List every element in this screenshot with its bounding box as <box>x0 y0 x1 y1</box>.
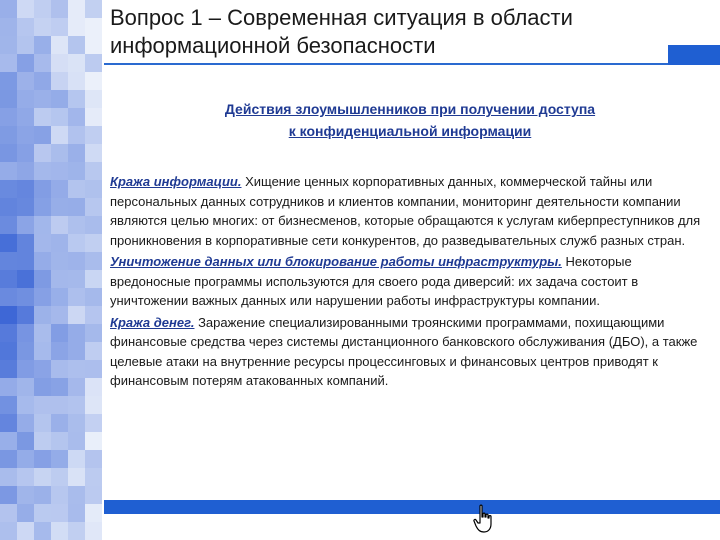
mosaic-tile <box>85 342 102 360</box>
mosaic-tile <box>51 360 68 378</box>
mosaic-tile <box>68 288 85 306</box>
mosaic-tile <box>34 504 51 522</box>
mosaic-tile <box>85 180 102 198</box>
mosaic-tile <box>51 468 68 486</box>
mosaic-tile <box>34 198 51 216</box>
mosaic-tile <box>17 108 34 126</box>
mosaic-tile <box>51 414 68 432</box>
mosaic-tile <box>51 342 68 360</box>
mosaic-tile <box>85 486 102 504</box>
mosaic-tile <box>0 90 17 108</box>
paragraph-text: Заражение специализированными троянскими программами, похищающими финансовые средства через системы дистанционного банковского обслуживания (ДБО), а также целевые атаки на внутренние ресурсы процессинговых и финансовых центров приводят к финансовым потерям атакованных компаний. <box>110 314 698 388</box>
mosaic-tile <box>85 90 102 108</box>
mosaic-tile <box>17 18 34 36</box>
mosaic-tile <box>85 36 102 54</box>
mosaic-tile <box>51 108 68 126</box>
mosaic-tile <box>34 396 51 414</box>
mosaic-tile <box>34 414 51 432</box>
mosaic-tile <box>34 342 51 360</box>
title-accent-box <box>668 45 720 65</box>
mosaic-tile <box>85 414 102 432</box>
mosaic-tile <box>51 450 68 468</box>
mosaic-tile <box>85 288 102 306</box>
mosaic-tile <box>17 306 34 324</box>
mosaic-tile <box>0 468 17 486</box>
mosaic-tile <box>34 450 51 468</box>
mosaic-tile <box>68 342 85 360</box>
mosaic-tile <box>51 198 68 216</box>
mosaic-tile <box>51 72 68 90</box>
mosaic-tile <box>34 432 51 450</box>
mosaic-tile <box>17 54 34 72</box>
mosaic-tile <box>0 342 17 360</box>
mosaic-tile <box>17 360 34 378</box>
mosaic-tile <box>17 432 34 450</box>
mosaic-tile <box>85 216 102 234</box>
mosaic-tile <box>34 324 51 342</box>
paragraph-lead: Кража информации. <box>110 174 242 189</box>
mosaic-tile <box>17 126 34 144</box>
mosaic-tile <box>68 324 85 342</box>
mosaic-tile <box>0 288 17 306</box>
slide-subtitle <box>110 98 710 142</box>
mosaic-tile <box>17 72 34 90</box>
mosaic-tile <box>85 450 102 468</box>
mosaic-tile <box>0 486 17 504</box>
mosaic-tile <box>0 324 17 342</box>
mosaic-tile <box>85 18 102 36</box>
mosaic-tile <box>34 270 51 288</box>
mosaic-tile <box>68 126 85 144</box>
mosaic-tile <box>68 504 85 522</box>
mosaic-tile <box>51 324 68 342</box>
mosaic-tile <box>0 306 17 324</box>
mosaic-tile <box>17 216 34 234</box>
mosaic-tile <box>68 468 85 486</box>
mosaic-tile <box>17 162 34 180</box>
paragraph-text: Хищение ценных корпоративных данных, коммерческой тайны или персональных данных сотрудников и клиентов компании, мониторинг деятельности компании являются целью многих: от бизнесменов, которые обращаются к услугам киберпреступников для проникновения в корпоративные сети конкурентов, до разведывательных служб разных стран. <box>110 174 701 248</box>
mosaic-tile <box>68 216 85 234</box>
mosaic-tile <box>51 504 68 522</box>
mosaic-tile <box>68 90 85 108</box>
mosaic-tile <box>0 126 17 144</box>
title-divider <box>104 63 668 65</box>
mosaic-tile <box>68 18 85 36</box>
mosaic-tile <box>17 36 34 54</box>
mosaic-tile <box>34 252 51 270</box>
subtitle-line-1: Действия злоумышленников при получении доступа <box>224 101 596 117</box>
mosaic-tile <box>34 72 51 90</box>
mosaic-tile <box>34 378 51 396</box>
mosaic-tile <box>0 234 17 252</box>
mosaic-tile <box>0 360 17 378</box>
mosaic-tile <box>85 396 102 414</box>
mosaic-tile <box>0 450 17 468</box>
mosaic-tile <box>34 306 51 324</box>
mosaic-tile <box>51 306 68 324</box>
mosaic-tile <box>34 234 51 252</box>
mosaic-tile <box>0 108 17 126</box>
mosaic-tile <box>68 108 85 126</box>
mosaic-tile <box>0 18 17 36</box>
mosaic-tile <box>0 180 17 198</box>
mosaic-tile <box>0 270 17 288</box>
mosaic-tile <box>85 360 102 378</box>
mosaic-tile <box>0 216 17 234</box>
mosaic-tile <box>0 144 17 162</box>
mosaic-tile <box>51 252 68 270</box>
mosaic-tile <box>51 396 68 414</box>
decorative-mosaic-panel <box>0 0 102 540</box>
mosaic-tile <box>17 234 34 252</box>
mosaic-tile <box>68 414 85 432</box>
mosaic-tile <box>51 432 68 450</box>
mosaic-tile <box>85 54 102 72</box>
mosaic-tile <box>68 360 85 378</box>
mosaic-tile <box>51 36 68 54</box>
slide-title: Вопрос 1 – Современная ситуация в области информационной безопасности <box>110 5 573 58</box>
mosaic-tile <box>0 162 17 180</box>
mosaic-tile <box>68 180 85 198</box>
mosaic-tile <box>85 108 102 126</box>
mosaic-tile <box>34 108 51 126</box>
mosaic-tile <box>0 504 17 522</box>
mosaic-tile <box>51 288 68 306</box>
mosaic-tile <box>34 36 51 54</box>
mosaic-tile <box>68 486 85 504</box>
mosaic-tile <box>68 432 85 450</box>
mosaic-tile <box>51 0 68 18</box>
mosaic-tile <box>85 252 102 270</box>
mosaic-tile <box>51 126 68 144</box>
mosaic-tile <box>34 162 51 180</box>
mosaic-tile <box>51 162 68 180</box>
mosaic-tile <box>17 324 34 342</box>
mosaic-tile <box>0 396 17 414</box>
mosaic-tile <box>68 0 85 18</box>
mosaic-tile <box>51 234 68 252</box>
mosaic-tile <box>17 378 34 396</box>
mosaic-tile <box>85 432 102 450</box>
mosaic-tile <box>85 144 102 162</box>
mosaic-tile <box>34 0 51 18</box>
mosaic-tile <box>68 54 85 72</box>
mosaic-tile <box>17 522 34 540</box>
mosaic-tile <box>51 90 68 108</box>
mosaic-tile <box>0 36 17 54</box>
mosaic-tile <box>85 162 102 180</box>
mosaic-tile <box>0 252 17 270</box>
mosaic-tile <box>34 216 51 234</box>
slide-body <box>110 172 714 393</box>
mosaic-tile <box>85 504 102 522</box>
paragraph-theft-money <box>110 313 714 391</box>
paragraph-theft-info <box>110 172 714 250</box>
mosaic-tile <box>68 252 85 270</box>
mosaic-tile <box>85 72 102 90</box>
mosaic-tile <box>0 0 17 18</box>
mosaic-tile <box>68 522 85 540</box>
subtitle-line-2: к конфиденциальной информации <box>288 123 532 139</box>
mosaic-tile <box>0 414 17 432</box>
mosaic-tile <box>34 288 51 306</box>
mosaic-tile <box>51 378 68 396</box>
mosaic-tile <box>17 504 34 522</box>
mosaic-tile <box>85 126 102 144</box>
mosaic-tile <box>34 18 51 36</box>
mosaic-tile <box>0 72 17 90</box>
mosaic-tile <box>34 468 51 486</box>
mosaic-tile <box>17 0 34 18</box>
mosaic-tile <box>68 162 85 180</box>
mosaic-tile <box>34 90 51 108</box>
mosaic-tile <box>51 522 68 540</box>
footer-bar <box>104 500 720 514</box>
mosaic-tile <box>85 0 102 18</box>
mosaic-tile <box>68 72 85 90</box>
mosaic-tile <box>68 450 85 468</box>
mosaic-tile <box>17 450 34 468</box>
mosaic-tile <box>17 342 34 360</box>
mosaic-tile <box>17 414 34 432</box>
mosaic-tile <box>17 288 34 306</box>
mosaic-tile <box>85 306 102 324</box>
mosaic-tile <box>51 180 68 198</box>
paragraph-lead: Уничтожение данных или блокирование работы инфраструктуры. <box>110 254 562 269</box>
mosaic-tile <box>85 468 102 486</box>
mosaic-tile <box>68 234 85 252</box>
mosaic-tile <box>17 270 34 288</box>
mosaic-tile <box>51 54 68 72</box>
mosaic-tile <box>0 198 17 216</box>
mosaic-tile <box>17 198 34 216</box>
mosaic-tile <box>17 486 34 504</box>
mosaic-tile <box>0 378 17 396</box>
mosaic-tile <box>85 198 102 216</box>
mosaic-tile <box>0 432 17 450</box>
mosaic-tile <box>17 252 34 270</box>
mosaic-tile <box>68 396 85 414</box>
mosaic-tile <box>0 522 17 540</box>
hand-pointer-icon <box>472 504 496 534</box>
mosaic-tile <box>68 144 85 162</box>
mosaic-tile <box>85 324 102 342</box>
mosaic-tile <box>85 378 102 396</box>
mosaic-tile <box>51 270 68 288</box>
mosaic-tile <box>68 306 85 324</box>
mosaic-tile <box>0 54 17 72</box>
mosaic-tile <box>51 18 68 36</box>
mosaic-tile <box>68 378 85 396</box>
paragraph-lead: Кража денег. <box>110 314 195 330</box>
mosaic-tile <box>34 180 51 198</box>
mosaic-tile <box>51 216 68 234</box>
mosaic-tile <box>17 468 34 486</box>
mosaic-tile <box>34 54 51 72</box>
mosaic-tile <box>85 522 102 540</box>
mosaic-tile <box>85 270 102 288</box>
mosaic-tile <box>34 522 51 540</box>
mosaic-tile <box>17 180 34 198</box>
mosaic-tile <box>68 36 85 54</box>
mosaic-tile <box>17 90 34 108</box>
mosaic-tile <box>68 270 85 288</box>
mosaic-tile <box>34 126 51 144</box>
paragraph-text: Некоторые вредоносные программы используются для своего рода диверсий: их задача состоит в уничтожении важных данных или нарушении работы инфраструктуры компании. <box>110 254 639 308</box>
mosaic-tile <box>17 396 34 414</box>
mosaic-tile <box>34 360 51 378</box>
paragraph-destruction <box>110 252 714 311</box>
mosaic-tile <box>34 144 51 162</box>
mosaic-tile <box>34 486 51 504</box>
mosaic-tile <box>51 486 68 504</box>
mosaic-tile <box>68 198 85 216</box>
mosaic-tile <box>85 234 102 252</box>
mosaic-tile <box>17 144 34 162</box>
mosaic-tile <box>51 144 68 162</box>
